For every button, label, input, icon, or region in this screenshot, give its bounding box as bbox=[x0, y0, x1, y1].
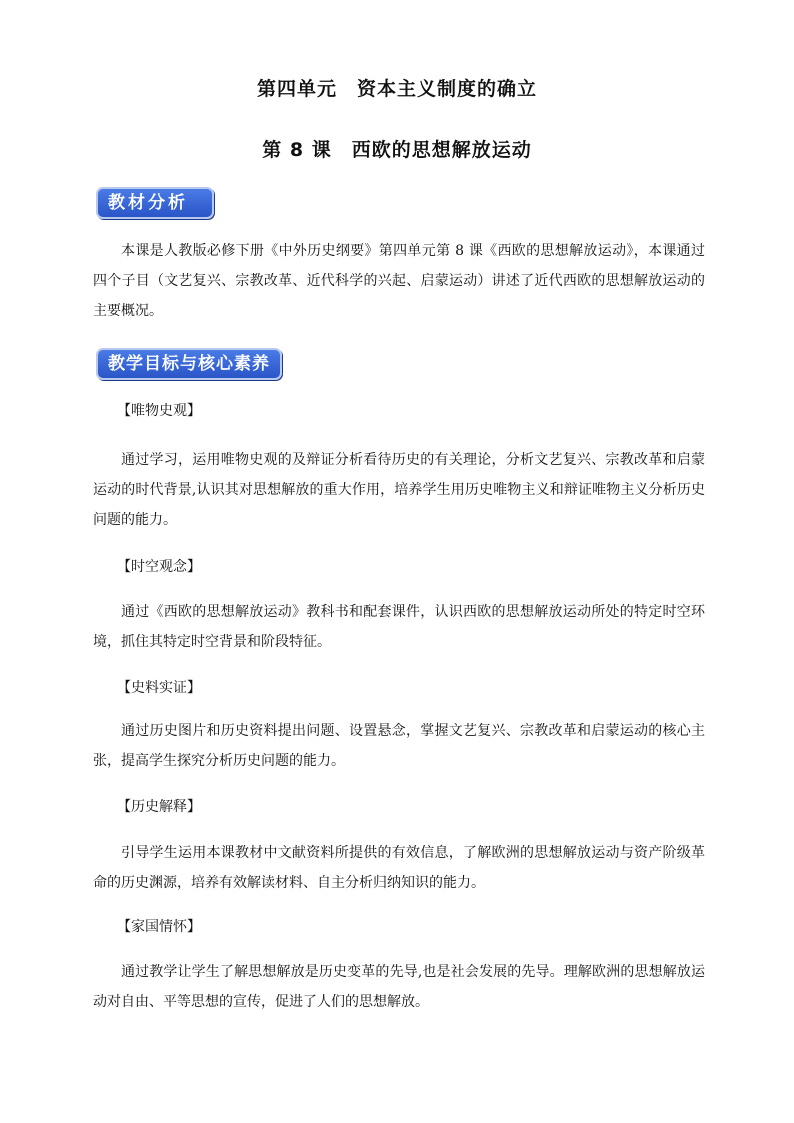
goal-heading-space-time: 【时空观念】 bbox=[117, 559, 201, 575]
lesson-title: 第 8 课 西欧的思想解放运动 bbox=[262, 139, 532, 161]
section-tag-teaching-goals: 教学目标与核心素养 bbox=[96, 348, 282, 380]
goal-heading-historical-materialism: 【唯物史观】 bbox=[117, 403, 201, 419]
analysis-paragraph: 本课是人教版必修下册《中外历史纲要》第四单元第 8 课《西欧的思想解放运动》，本课通过四个子目（文艺复兴、宗教改革、近代科学的兴起、启蒙运动）讲述了近代西欧的思想解放运动的主要概况。 bbox=[93, 243, 705, 319]
goal-heading-patriotism: 【家国情怀】 bbox=[117, 919, 201, 935]
goal-heading-evidence: 【史料实证】 bbox=[117, 680, 201, 696]
goal-paragraph-historical-materialism: 通过学习，运用唯物史观的及辩证分析看待历史的有关理论，分析文艺复兴、宗教改革和启蒙运动的时代背景,认识其对思想解放的重大作用，培养学生用历史唯物主义和辩证唯物主义分析历史问题的能力。 bbox=[93, 452, 705, 528]
section-tag-textbook-analysis: 教材分析 bbox=[96, 187, 214, 219]
goal-paragraph-patriotism: 通过教学让学生了解思想解放是历史变革的先导,也是社会发展的先导。理解欧洲的思想解放运动对自由、平等思想的宣传，促进了人们的思想解放。 bbox=[93, 964, 705, 1010]
goal-heading-interpretation: 【历史解释】 bbox=[117, 799, 201, 815]
goal-paragraph-interpretation: 引导学生运用本课教材中文献资料所提供的有效信息，了解欧洲的思想解放运动与资产阶级革命的历史渊源，培养有效解读材料、自主分析归纳知识的能力。 bbox=[93, 845, 705, 891]
goal-paragraph-space-time: 通过《西欧的思想解放运动》教科书和配套课件，认识西欧的思想解放运动所处的特定时空环境，抓住其特定时空背景和阶段特征。 bbox=[93, 604, 705, 650]
goal-paragraph-evidence: 通过历史图片和历史资料提出问题、设置悬念，掌握文艺复兴、宗教改革和启蒙运动的核心主张，提高学生探究分析历史问题的能力。 bbox=[93, 723, 705, 769]
unit-title: 第四单元 资本主义制度的确立 bbox=[256, 78, 537, 100]
